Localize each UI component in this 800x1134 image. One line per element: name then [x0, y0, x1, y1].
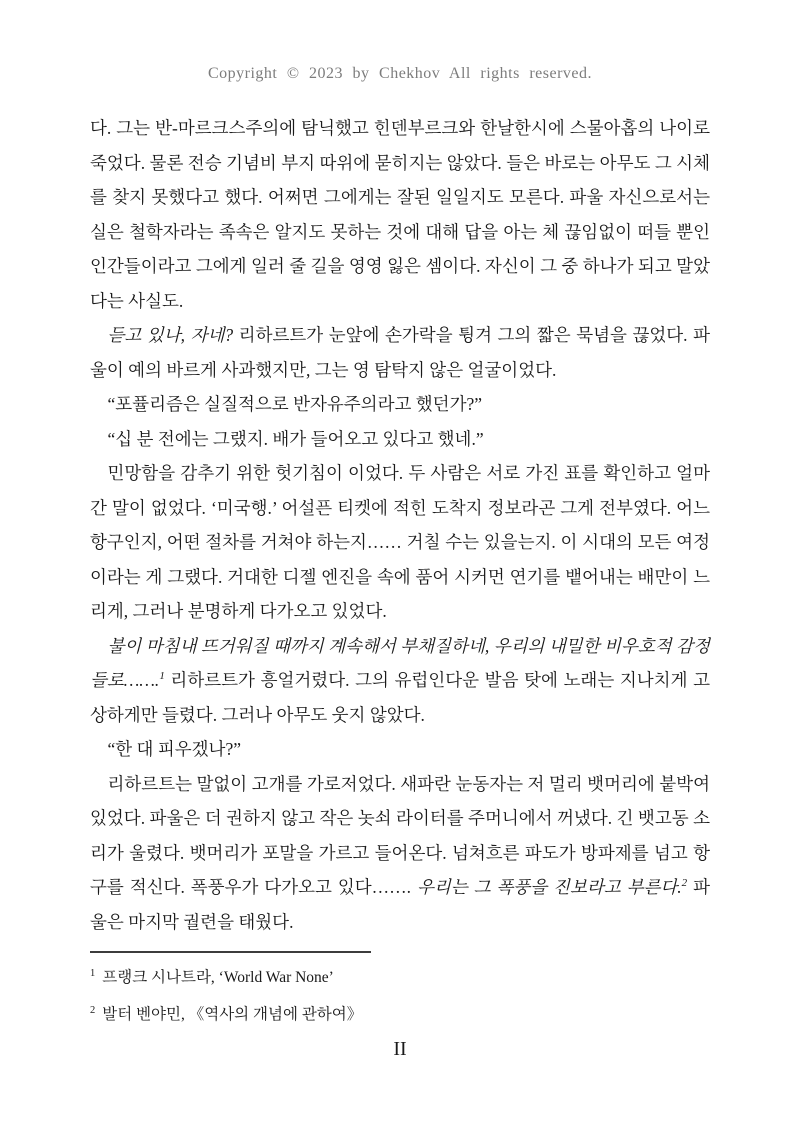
page-number: II — [393, 1038, 407, 1060]
footnote-marker: 2 — [90, 1004, 96, 1016]
footnote-text: 발터 벤야민, 《역사의 개념에 관하여》 — [102, 1006, 363, 1023]
paragraph — [90, 767, 710, 940]
footnote-reference: 1 — [159, 670, 165, 683]
paragraph — [90, 629, 710, 733]
footnote-text: 프랭크 시나트라, ‘World War None’ — [102, 969, 334, 986]
text-run: 리하르트가 눈앞에 손가락을 튕겨 그의 짧은 묵념을 끊었다. 파울이 예의 바르게 사과했지만, 그는 영 탐탁지 않은 얼굴이었다. — [90, 325, 710, 380]
copyright-notice: Copyright © 2023 by Chekhov All rights reserved. — [207, 65, 592, 82]
paragraph — [90, 318, 710, 387]
text-run: “십 분 전에는 그랬지. 배가 들어오고 있다고 했네.” — [107, 428, 484, 449]
text-run: 파울은 마지막 궐련을 태웠다. — [90, 877, 710, 932]
text-run: 듣고 있나, 자네? — [107, 325, 234, 345]
text-run: 리하르트는 말없이 고개를 가로저었다. 새파란 눈동자는 저 멀리 뱃머리에 붙박여 있었다. 파울은 더 권하지 않고 작은 놋쇠 라이터를 주머니에서 꺼냈다. 긴 뱃고동 소리가 울렸다. 뱃머리가 포말을 가르고 들어온다. 넘쳐흐른 파도가 방파제를 넘고 항구를 적신다. 폭풍우가 다가오고 있다……. — [90, 773, 710, 897]
paragraph — [90, 732, 710, 767]
body-text — [90, 111, 710, 939]
paragraph — [90, 456, 710, 629]
text-run: “한 대 피우겠나?” — [107, 739, 241, 759]
footnote-marker: 1 — [90, 967, 96, 979]
paragraph — [90, 422, 710, 457]
text-run: 불이 마침내 뜨거워질 때까지 계속해서 부채질하네, 우리의 내밀한 비우호적 감정들로……. — [90, 635, 710, 690]
text-run: “포퓰리즘은 실질적으로 반자유주의라고 했던가?” — [107, 394, 483, 414]
text-run: 우리는 그 폭풍을 진보라고 부른다. — [416, 877, 682, 897]
footnote-separator-rule — [90, 951, 371, 953]
paragraph — [90, 111, 710, 318]
footnote-reference: 2 — [681, 877, 688, 890]
paragraph — [90, 387, 710, 422]
text-run: 민망함을 감추기 위한 헛기침이 이었다. 두 사람은 서로 가진 표를 확인하고 얼마간 말이 없었다. ‘미국행.’ 어설픈 티켓에 적힌 도착지 정보라곤 그게 전부였다. 어느 항구인지, 어떤 절차를 거쳐야 하는지…… 거칠 수는 있을는지. 이 시대의 모든 여정이라는 게 그랬다. 거대한 디젤 엔진을 속에 품어 시커먼 연기를 뱉어내는 배만이 느리게, 그러나 분명하게 다가오고 있었다. — [90, 463, 710, 621]
footnote-item — [90, 964, 710, 992]
footnote-section — [90, 951, 710, 1038]
footnote-item — [90, 1001, 710, 1029]
footnote-list — [90, 964, 710, 1029]
text-run: 다. 그는 반-마르크스주의에 탐닉했고 힌덴부르크와 한날한시에 스물아홉의 나이로 죽었다. 물론 전승 기념비 부지 따위에 묻히지는 않았다. 들은 바로는 아무도 그 시체를 찾지 못했다고 했다. 어쩌면 그에게는 잘된 일일지도 모른다. 파울 자신으로서는 실은 철학자라는 족속은 알지도 못하는 것에 대해 답을 아는 체 끊임없이 떠들 뿐인 인간들이라고 그에게 일러 줄 길을 영영 잃은 셈이다. 자신이 그 중 하나가 되고 말았다는 사실도. — [90, 118, 710, 311]
text-run: 리하르트가 흥얼거렸다. 그의 유럽인다운 발음 탓에 노래는 지나치게 고상하게만 들렸다. 그러나 아무도 웃지 않았다. — [90, 670, 710, 725]
